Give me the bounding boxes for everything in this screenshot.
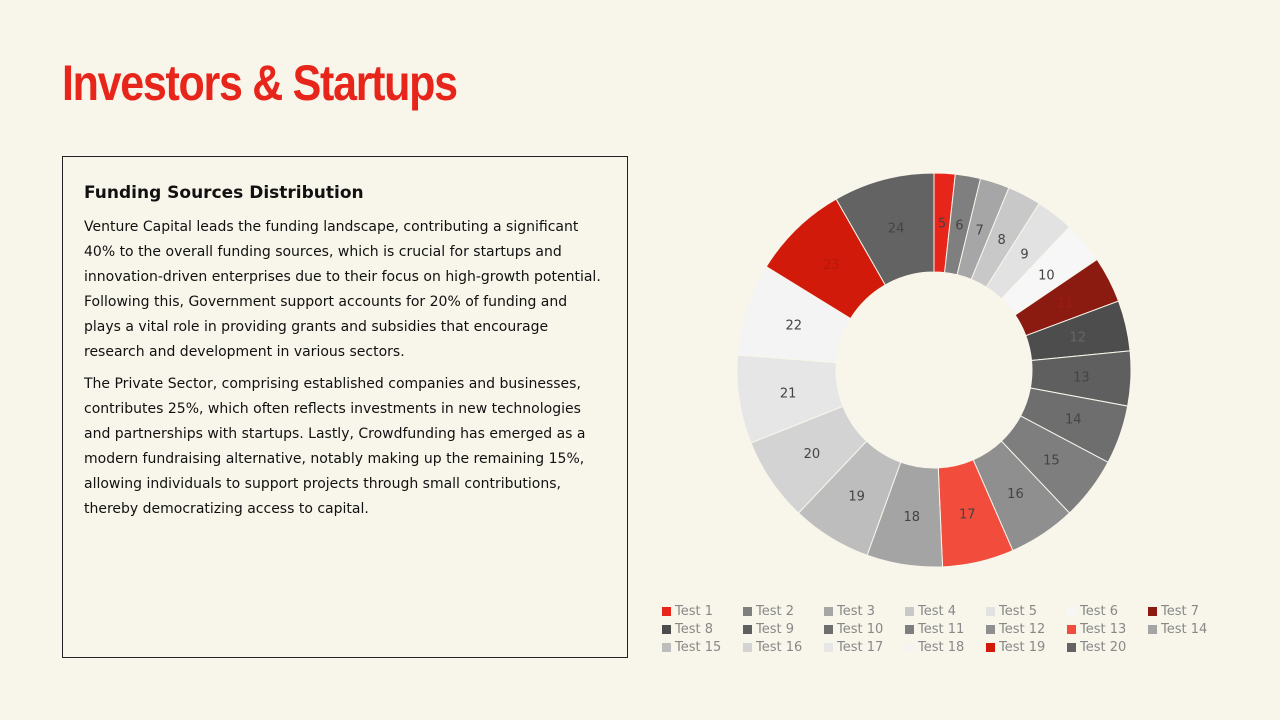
legend-item-9: [743, 621, 824, 637]
data-label-1: 5: [937, 216, 947, 232]
legend-item-1: [662, 603, 743, 619]
legend-label: Test 1: [675, 603, 714, 619]
box-heading: Funding Sources Distribution: [84, 183, 364, 203]
paragraph-1: Venture Capital leads the funding landscape, contributing a significant 40% to the overall funding sources, which is crucial for startups and innovation-driven enterprises due to their focus on high-growth potential. Following this, Government support accounts for 20% of funding and plays a vital role in providing grants and subsidies that encourage research and development in various sectors.: [84, 219, 601, 360]
legend-label: Test 16: [756, 639, 803, 655]
legend-label: Test 18: [918, 639, 965, 655]
legend-label: Test 8: [675, 621, 714, 637]
legend-swatch: [743, 625, 752, 634]
legend-swatch: [905, 625, 914, 634]
data-label-16: 20: [803, 446, 821, 462]
legend-item-4: [905, 603, 986, 619]
legend-label: Test 15: [675, 639, 722, 655]
data-label-6: 10: [1038, 268, 1055, 284]
legend-item-13: [1067, 621, 1148, 637]
data-label-12: 16: [1007, 486, 1024, 502]
legend-swatch: [662, 643, 671, 652]
data-label-3: 7: [975, 223, 984, 239]
legend-swatch: [824, 625, 833, 634]
legend-swatch: [1148, 607, 1157, 616]
data-label-7: 11: [1056, 296, 1074, 312]
legend-swatch: [824, 607, 833, 616]
legend-item-19: [986, 639, 1067, 655]
data-label-2: 6: [955, 218, 964, 234]
data-label-4: 8: [997, 232, 1006, 248]
legend-label: Test 20: [1080, 639, 1127, 655]
paragraph-2: The Private Sector, comprising established companies and businesses, contributes 25%, which often reflects investments in new technologies and partnerships with startups. Lastly, Crowdfunding has emerged as a modern fundraising alternative, notably making up the remaining 15%, allowing individuals to support projects through small contributions, thereby democratizing access to capital.: [84, 376, 586, 517]
legend-label: Test 4: [918, 603, 957, 619]
legend-item-20: [1067, 639, 1148, 655]
legend-label: Test 3: [837, 603, 876, 619]
legend-item-10: [824, 621, 905, 637]
data-label-20: 24: [887, 221, 905, 237]
legend-item-15: [662, 639, 743, 655]
legend-label: Test 7: [1161, 603, 1200, 619]
data-label-13: 17: [958, 507, 976, 523]
legend-swatch: [662, 607, 671, 616]
legend-item-7: [1148, 603, 1229, 619]
legend-swatch: [905, 607, 914, 616]
data-label-19: 23: [823, 258, 840, 274]
data-label-10: 14: [1064, 412, 1082, 428]
legend-item-3: [824, 603, 905, 619]
legend-item-5: [986, 603, 1067, 619]
legend-label: Test 13: [1080, 621, 1127, 637]
legend-item-14: [1148, 621, 1229, 637]
legend-swatch: [986, 607, 995, 616]
legend-swatch: [1067, 643, 1076, 652]
data-label-15: 19: [848, 489, 865, 505]
legend-swatch: [1148, 625, 1157, 634]
data-label-5: 9: [1020, 247, 1029, 263]
legend-swatch: [743, 643, 752, 652]
legend-item-12: [986, 621, 1067, 637]
legend-item-8: [662, 621, 743, 637]
legend-item-6: [1067, 603, 1148, 619]
legend-item-17: [824, 639, 905, 655]
slide-title: Investors & Startups: [62, 55, 457, 111]
data-label-9: 13: [1073, 370, 1090, 386]
legend-swatch: [662, 625, 671, 634]
legend-label: Test 19: [999, 639, 1046, 655]
legend-label: Test 10: [837, 621, 884, 637]
legend-label: Test 14: [1161, 621, 1208, 637]
legend-label: Test 2: [756, 603, 795, 619]
legend-label: Test 6: [1080, 603, 1119, 619]
data-label-11: 15: [1043, 453, 1060, 469]
legend-item-18: [905, 639, 986, 655]
chart-legend: [662, 603, 1229, 655]
legend-swatch: [1067, 607, 1076, 616]
data-label-17: 21: [779, 386, 797, 402]
legend-label: Test 11: [918, 621, 965, 637]
legend-item-16: [743, 639, 824, 655]
legend-swatch: [986, 625, 995, 634]
data-label-8: 12: [1069, 330, 1086, 346]
legend-swatch: [986, 643, 995, 652]
legend-label: Test 12: [999, 621, 1046, 637]
legend-label: Test 5: [999, 603, 1038, 619]
data-label-14: 18: [903, 509, 920, 525]
legend-label: Test 17: [837, 639, 884, 655]
legend-swatch: [905, 643, 914, 652]
legend-label: Test 9: [756, 621, 795, 637]
legend-item-11: [905, 621, 986, 637]
legend-swatch: [743, 607, 752, 616]
data-label-18: 22: [785, 318, 802, 334]
legend-swatch: [824, 643, 833, 652]
legend-swatch: [1067, 625, 1076, 634]
legend-item-2: [743, 603, 824, 619]
